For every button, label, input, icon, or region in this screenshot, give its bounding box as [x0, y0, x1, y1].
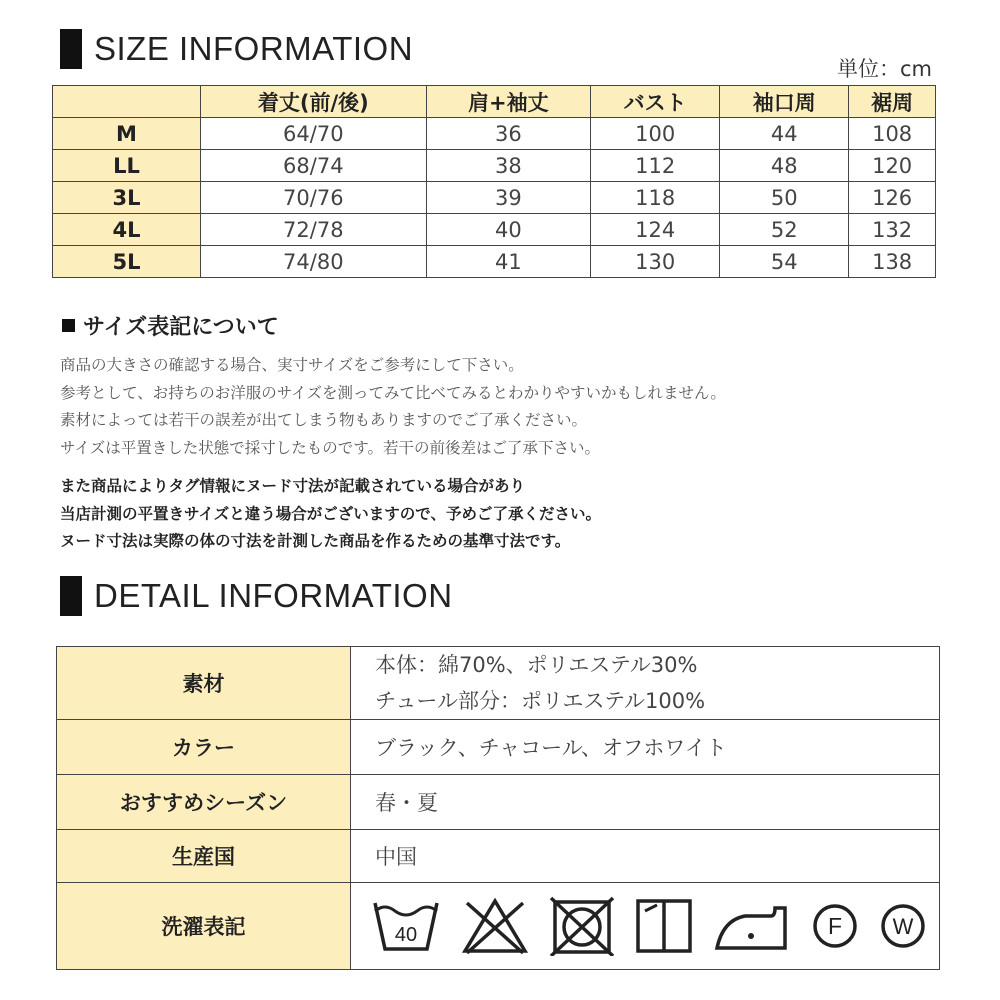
- detail-label: 生産国: [57, 830, 351, 883]
- size-label: M: [53, 118, 201, 150]
- detail-section-header: [60, 576, 453, 616]
- drip-dry-icon: [635, 897, 693, 955]
- table-cell: 100: [591, 118, 720, 150]
- detail-label: カラー: [57, 720, 351, 775]
- detail-row-color: [57, 720, 940, 775]
- table-cell: 124: [591, 214, 720, 246]
- dry-clean-f-icon: [811, 902, 859, 950]
- table-cell: 130: [591, 246, 720, 278]
- detail-value: ブラック、チャコール、オフホワイト: [351, 720, 940, 775]
- table-cell: 48: [720, 150, 849, 182]
- table-cell: 39: [426, 182, 591, 214]
- detail-value: [351, 647, 940, 720]
- size-table: [52, 85, 936, 278]
- detail-row-season: [57, 775, 940, 830]
- table-cell: 74/80: [201, 246, 427, 278]
- table-cell: 52: [720, 214, 849, 246]
- table-cell: 138: [849, 246, 936, 278]
- wet-clean-letter: W: [892, 914, 914, 939]
- detail-value-line: チュール部分：ポリエステル100%: [375, 689, 706, 713]
- table-cell: 108: [849, 118, 936, 150]
- wet-clean-w-icon: [879, 902, 927, 950]
- size-table-corner: [53, 86, 201, 118]
- table-row: [53, 214, 936, 246]
- detail-value: 中国: [351, 830, 940, 883]
- table-cell: 68/74: [201, 150, 427, 182]
- heading-bar: [60, 576, 82, 616]
- column-header-hem: 裾周: [849, 86, 936, 118]
- detail-table: [56, 646, 940, 970]
- dry-clean-letter: F: [827, 913, 843, 939]
- size-label: 4L: [53, 214, 201, 246]
- size-section-title: SIZE INFORMATION: [94, 30, 414, 67]
- detail-label: 洗濯表記: [57, 883, 351, 970]
- table-cell: 44: [720, 118, 849, 150]
- size-section-header: [60, 29, 413, 69]
- size-label: 5L: [53, 246, 201, 278]
- table-cell: 50: [720, 182, 849, 214]
- table-cell: 36: [426, 118, 591, 150]
- detail-value: 春・夏: [351, 775, 940, 830]
- table-cell: 72/78: [201, 214, 427, 246]
- column-header-bust: バスト: [591, 86, 720, 118]
- care-icons: [371, 896, 939, 956]
- square-bullet-icon: [62, 319, 75, 332]
- table-cell: 132: [849, 214, 936, 246]
- table-row: [53, 246, 936, 278]
- wash-40-icon: [371, 897, 441, 955]
- table-cell: 118: [591, 182, 720, 214]
- table-cell: 126: [849, 182, 936, 214]
- table-cell: 120: [849, 150, 936, 182]
- wash-temp-label: 40: [394, 924, 418, 946]
- detail-label: おすすめシーズン: [57, 775, 351, 830]
- size-notes-heading: [62, 310, 279, 341]
- size-label: LL: [53, 150, 201, 182]
- table-row: [53, 150, 936, 182]
- table-cell: 38: [426, 150, 591, 182]
- detail-section-title: DETAIL INFORMATION: [94, 577, 453, 614]
- unit-label: 単位：cm: [836, 57, 932, 81]
- detail-value-line: 本体：綿70%、ポリエステル30%: [375, 653, 698, 677]
- note-bold-line: 当店計測の平置きサイズと違う場合がございますので、予めご了承ください。: [60, 504, 601, 523]
- size-notes-body: [60, 352, 726, 462]
- table-cell: 41: [426, 246, 591, 278]
- size-notes-title: サイズ表記について: [83, 315, 279, 340]
- size-label: 3L: [53, 182, 201, 214]
- note-line: 参考として、お持ちのお洋服のサイズを測ってみて比べてみるとわかりやすいかもしれません。: [60, 383, 726, 402]
- no-tumble-dry-icon: [549, 896, 615, 956]
- table-cell: 112: [591, 150, 720, 182]
- detail-row-origin: [57, 830, 940, 883]
- table-cell: 54: [720, 246, 849, 278]
- detail-row-care: [57, 883, 940, 970]
- column-header-cuff: 袖口周: [720, 86, 849, 118]
- note-line: サイズは平置きした状態で採寸したものです。若干の前後差はご了承下さい。: [60, 438, 601, 457]
- no-bleach-icon: [461, 897, 529, 955]
- note-line: 商品の大きさの確認する場合、実寸サイズをご参考にして下さい。: [60, 356, 524, 374]
- detail-label: 素材: [57, 647, 351, 720]
- note-bold-line: ヌード寸法は実際の体の寸法を計測した商品を作るための基準寸法です。: [60, 532, 571, 550]
- column-header-sleeve: 肩+袖丈: [426, 86, 591, 118]
- care-icons-cell: [351, 883, 940, 970]
- table-cell: 70/76: [201, 182, 427, 214]
- size-notes-emphasis: [60, 473, 601, 556]
- note-line: 素材によっては若干の誤差が出てしまう物もありますのでご了承ください。: [60, 411, 588, 429]
- note-bold-line: また商品によりタグ情報にヌード寸法が記載されている場合があり: [60, 477, 526, 495]
- iron-low-icon: [713, 898, 791, 954]
- table-row: [53, 182, 936, 214]
- column-header-length: 着丈(前/後): [201, 86, 427, 118]
- table-row: [53, 118, 936, 150]
- table-cell: 64/70: [201, 118, 427, 150]
- table-cell: 40: [426, 214, 591, 246]
- detail-row-material: [57, 647, 940, 720]
- size-table-header-row: [53, 86, 936, 118]
- heading-bar: [60, 29, 82, 69]
